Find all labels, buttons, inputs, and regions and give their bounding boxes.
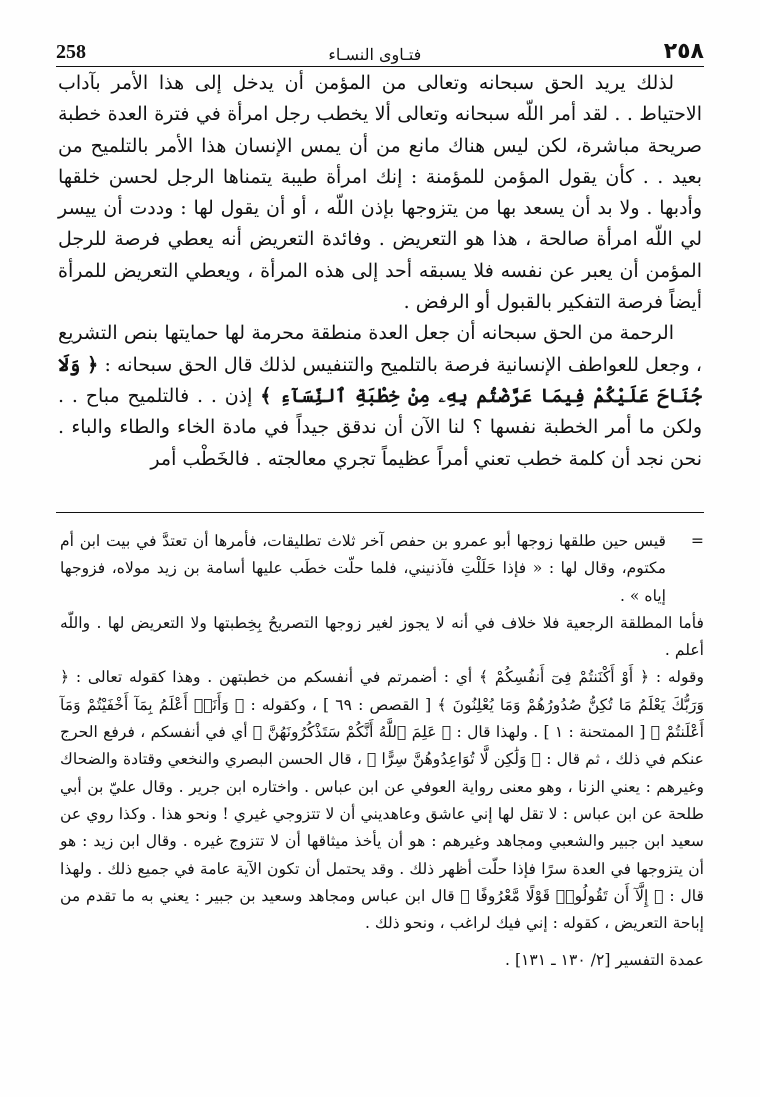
quran-verse: ﴿ وَلَا جُنَاحَ عَلَيْكُمْ فِيمَا عَرَّضْتُم بِهِۦ مِنْ خِطْبَةِ ٱلنِّسَآءِ ﴾	[58, 353, 702, 407]
footnote-paragraph: وقوله : ﴿ أَوْ أَكْنَنتُمْ فِىٓ أَنفُسِكُمْ ﴾ أي : أضمرتم في أنفسكم من خطبتهن . وهذا كقوله تعالى : ﴿ وَرَبُّكَ يَعْلَمُ مَا تُكِنُّ صُدُورُهُمْ وَمَا يُعْلِنُونَ ﴾ [ القصص : ٦٩ ] ، وكقوله : ﴿ وَأَنَا۠ أَعْلَمُ بِمَآ أَخْفَيْتُمْ وَمَآ أَعْلَنتُمْ ﴾ [ الممتحنة : ١ ] . ولهذا قال : ﴿ عَلِمَ ٱللَّهُ أَنَّكُمْ سَتَذْكُرُونَهُنَّ ﴾ أي في أنفسكم ، فرفع الحرج عنكم في ذلك ، ثم قال : ﴿ وَلَٰكِن لَّا تُوَاعِدُوهُنَّ سِرًّا ﴾ ، قال الحسن البصري والنخعي وقتادة والضحاك وغيرهم : يعني الزنا ، وهو معنى رواية العوفي عن ابن عباس . واختاره ابن جرير . وقال عليّ بن أبي طلحة عن ابن عباس : لا تقل لها إني عاشق وعاهديني أن لا تتزوجي غيري ! ونحو هذا . وكذا روي عن سعيد ابن جبير والشعبي ومجاهد وغيرهم : هو أن يأخذ ميثاقها أن لا تتزوج غيره . وقال ابن زيد : هو أن يتزوجها في العدة سرًا فإذا حلّت أظهر ذلك . وقد يحتمل أن تكون الآية عامة في جميع ذلك . ولهذا قال : ﴿ إِلَّآ أَن تَقُولُوا۟ قَوْلًا مَّعْرُوفًا ﴾ قال ابن عباس ومجاهد وسعيد بن جبير : يعني به ما تقدم من إباحة التعريض ، كقوله : إني فيك لراغب ، ونحو ذلك .	[60, 668, 705, 933]
header-divider	[56, 66, 704, 67]
paragraph: لذلك يريد الحق سبحانه وتعالى من المؤمن أن يدخل إلى هذا الأمر بآداب الاحتياط . . لقد أمر اللّه سبحانه وتعالى ألا يخطب رجل امرأة في فترة العدة خطبة صريحة مباشرة، لكن ليس هناك مانع من أن يمس الإنسان هذا الأمر بالتلميح من بعيد . . كأن يقول المؤمن للمؤمنة : إنك امرأة طيبة يتمناها الرجل لحسن خلقها وأدبها . ولا بد أن يسعد بها من يتزوجها بإذن اللّه ، أو أن يقول لها : وددت أن ييسر لي اللّه امرأة صالحة ، هذا هو التعريض . وفائدة التعريض أنه يعطي فرصة للرجل المؤمن أن يعبر عن نفسه فلا يسبقه أحد إلى هذه المرأة ، ويعطي التعريض للمرأة أيضاً فرصة التفكير بالقبول أو الرفض .	[58, 72, 703, 314]
paragraph-text: إذن . . فالتلميح مباح . . ولكن ما أمر الخطبة نفسها ؟ لنا الآن أن ندقق جيداً في مادة الخاء والطاء والباء . نحن نجد أن كلمة خطب تعني أمراً عظيماً تجري معالجته . فالخَطْب أمر	[58, 384, 702, 470]
page-number-latin: 258	[56, 41, 86, 63]
footnote-divider	[56, 512, 704, 513]
footnote-continuation	[60, 528, 704, 610]
footnote-paragraph: فأما المطلقة الرجعية فلا خلاف في أنه لا يجوز لغير زوجها التصريحُ بِخِطبتها ولا التعريض لها . واللّه أعلم .	[60, 613, 704, 660]
footnote-source: عمدة التفسير [٢/ ١٣٠ ـ ١٣١] .	[505, 951, 704, 970]
paragraph	[58, 318, 702, 474]
page-header	[56, 30, 704, 64]
footnote-text: قيس حين طلقها زوجها أبو عمرو بن حفص آخر ثلاث تطليقات، فأمرها أن تعتدَّ في بيت ابن أم مكتوم، وقال لها : « فإذا حَلَلْتِ فآذنيني، فلما حلّت خطَب عليها أسامة بن زيد مولاه، فزوجها إياه » .	[60, 532, 666, 605]
page-number-arabic: ٢٥٨	[663, 39, 704, 64]
continuation-marker: =	[690, 532, 704, 550]
footnotes	[60, 528, 704, 975]
main-text	[58, 68, 702, 475]
running-title: فتـاوى النسـاء	[328, 45, 422, 64]
paragraph-text: الرحمة من الحق سبحانه أن جعل العدة منطقة محرمة لها حمايتها بنص التشريع ، وجعل للعواطف الإنسانية فرصة بالتلميح والتنفيس لذلك قال الحق سبحانه :	[58, 322, 703, 376]
